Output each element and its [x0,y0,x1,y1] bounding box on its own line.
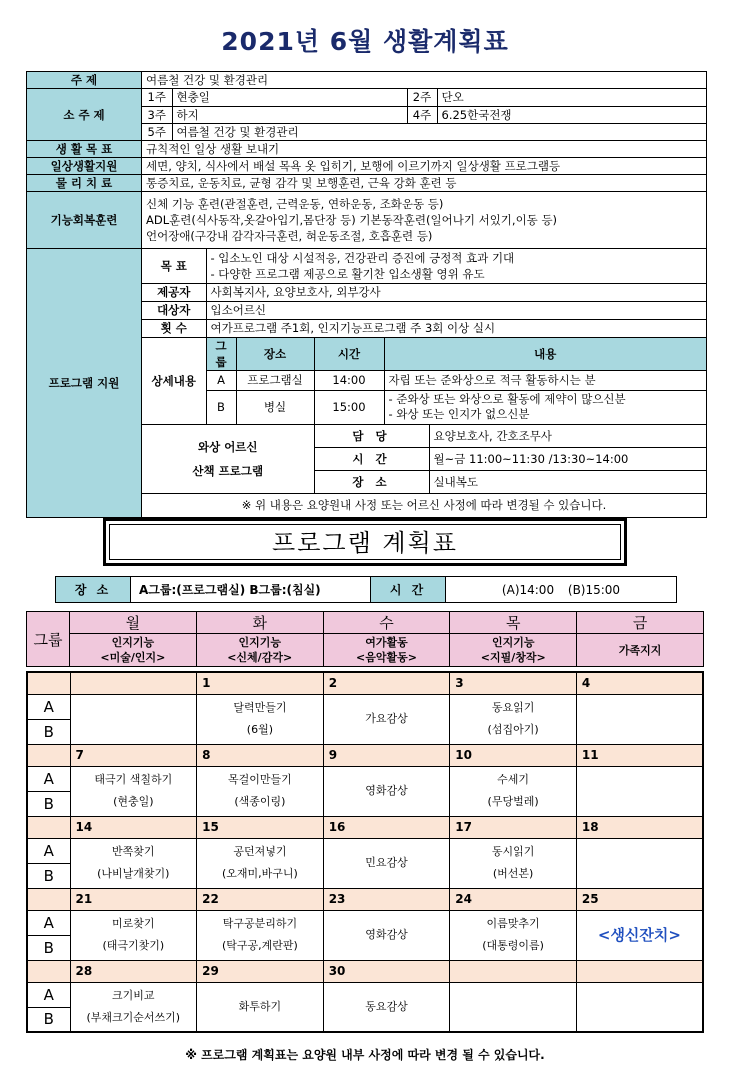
calendar-date-row [27,816,703,838]
calendar-date: 22 [197,888,324,910]
walk-row-value: 요양보호사, 간호조무사 [429,424,706,447]
calendar-date [450,960,577,982]
daily-label: 일상생활지원 [27,158,142,175]
place-value: A그룹:(프로그램실) B그룹:(침실) [131,577,371,603]
group-a-label: A [27,766,70,791]
activity-detail: (부채크기순서쓰기) [86,1010,181,1024]
activity-detail: (버선본) [492,867,534,880]
subtheme-text: 단오 [437,89,706,106]
activity-name: 탁구공분리하기 [222,917,298,930]
activity-name: 가요감상 [365,712,408,725]
calendar-date: 7 [70,744,197,766]
activity-name: 민요감상 [365,856,408,869]
calendar-date: 25 [576,888,703,910]
walk-row-value: 실내복도 [429,470,706,493]
activity-name: 동요읽기 [491,701,535,714]
activity-name: 동요감상 [365,999,408,1013]
activity-name: <생신잔치> [597,926,681,944]
activity-name: 반쪽찾기 [112,845,155,858]
calendar-activity [323,910,450,960]
activity-detail: (오재미,바구니) [221,867,298,880]
program-goal-label: 목 표 [142,249,206,283]
calendar-date: 29 [197,960,324,982]
walk-row-label: 장 소 [314,470,429,493]
rehab-line: 신체 기능 훈련(관절훈련, 근력운동, 연하운동, 조화운동 등) [146,197,444,211]
calendar-activity [450,910,577,960]
calendar-activity [576,982,703,1032]
calendar-date [70,672,197,694]
group-b-label: B [27,863,70,888]
weekday-label: 월 [70,612,197,634]
subtheme-label: 소 주 제 [27,89,142,141]
subtheme-text: 하지 [172,106,407,123]
activity-name: 이름맞추기 [486,917,540,930]
theme-label: 주 제 [27,72,142,89]
activity-detail: (태극기찾기) [102,939,165,952]
calendar-date: 8 [197,744,324,766]
place-bar [55,576,677,603]
activity-name: 목걸이만들기 [228,773,292,786]
detail-header: 시간 [314,337,384,370]
calendar-date-row [27,960,703,982]
program-title-box [103,518,627,566]
group-b-label: B [27,935,70,960]
detail-place: 병실 [236,390,314,424]
place-label: 장 소 [56,577,131,603]
group-label: 그룹 [27,612,70,667]
calendar-date: 3 [450,672,577,694]
detail-header: 내용 [384,337,706,370]
group-b-label: B [27,1007,70,1032]
calendar-corner [27,888,70,910]
calendar-activity [323,982,450,1032]
calendar-activity [70,694,197,744]
activity-name: 크기비교 [112,988,155,1002]
target-value: 입소어르신 [206,301,706,319]
weekday-header [26,611,704,667]
calendar-date-row [27,744,703,766]
activity-name: 영화감상 [365,928,408,941]
calendar-date: 17 [450,816,577,838]
calendar-date: 24 [450,888,577,910]
calendar-date: 30 [323,960,450,982]
category-sub: <지필/창작> [480,651,546,664]
time-value: (A)14:00 (B)15:00 [446,577,677,603]
detail-content: - 와상 또는 인지가 없으신분 [388,407,530,421]
time-label: 시 간 [371,577,446,603]
calendar-date: 2 [323,672,450,694]
subtheme-week: 3주 [142,106,172,123]
calendar-activity [70,982,197,1032]
calendar-date: 1 [197,672,324,694]
category-name: 가족지지 [618,643,662,657]
group-a-label: A [27,910,70,935]
calendar-date: 21 [70,888,197,910]
walk-row-label: 담 당 [314,424,429,447]
activity-detail: (대통령이름) [482,939,544,952]
info-table [26,71,707,518]
activity-name: 동시읽기 [491,845,535,858]
calendar-date: 14 [70,816,197,838]
weekday-label: 금 [577,612,704,634]
detail-place: 프로그램실 [236,370,314,390]
weekday-label: 수 [323,612,450,634]
rehab-label: 기능회복훈련 [27,192,142,249]
goal-label: 생 활 목 표 [27,141,142,158]
calendar-activity [323,766,450,816]
group-b-label: B [27,791,70,816]
walk-label: 산책 프로그램 [192,463,264,478]
theme-value: 여름철 건강 및 환경관리 [142,72,707,89]
calendar-date: 18 [576,816,703,838]
subtheme-text: 현충일 [172,89,407,106]
detail-group: B [206,390,236,424]
count-value: 여가프로그램 주1회, 인지기능프로그램 주 3회 이상 실시 [206,319,706,337]
target-label: 대상자 [142,301,206,319]
category-sub: <신체/감각> [227,651,293,664]
calendar-activity [323,694,450,744]
activity-detail: (탁구공,계란판) [221,939,298,952]
subtheme-table [142,89,706,140]
page-title: 2021년 6월 생활계획표 [221,27,509,56]
program-note: ※ 위 내용은 요양원내 사정 또는 어르신 사정에 따라 변경될 수 있습니다. [241,498,607,513]
weekday-label: 화 [196,612,323,634]
calendar-date: 23 [323,888,450,910]
calendar-date: 10 [450,744,577,766]
calendar-activity [576,766,703,816]
activity-name: 미로찾기 [112,917,155,930]
detail-time: 15:00 [314,390,384,424]
group-a-label: A [27,838,70,863]
detail-header: 장소 [236,337,314,370]
program-label: 프로그램 지원 [27,249,142,518]
calendar-activity [450,838,577,888]
rehab-line: ADL훈련(식사동작,옷갈아입기,몸단장 등) 기본동작훈련(일어나기 서있기,이동 등) [146,213,558,227]
activity-name: 태극기 색칠하기 [94,773,173,786]
calendar-activity [197,910,324,960]
detail-group: A [206,370,236,390]
calendar-date-row [27,888,703,910]
activity-detail: (무당벌레) [487,795,539,808]
calendar-activity [70,910,197,960]
calendar-date: 4 [576,672,703,694]
category-name: 인지기능 [238,636,281,649]
subtheme-text: 여름철 건강 및 환경관리 [176,124,299,139]
detail-content: 자립 또는 준와상으로 적극 활동하시는 분 [384,370,706,390]
physio-value: 통증치료, 운동치료, 균형 감각 및 보행훈련, 근육 강화 훈련 등 [142,175,707,192]
category-name: 여가활동 [365,636,408,649]
program-table [142,249,706,517]
program-goal-line: - 입소노인 대상 시설적응, 건강관리 증진에 긍정적 효과 기대 [210,250,515,265]
calendar-corner [27,816,70,838]
activity-detail: (현충일) [113,795,154,808]
calendar-activity [576,694,703,744]
calendar-date [576,960,703,982]
walk-label: 와상 어르신 [197,439,258,454]
footer-note: ※ 프로그램 계획표는 요양원 내부 사정에 따라 변경 될 수 있습니다. [185,1048,545,1062]
calendar-date: 28 [70,960,197,982]
activity-name: 화투하기 [238,999,282,1013]
detail-label: 상세내용 [142,337,206,424]
category-sub: <미술/인지> [100,651,166,664]
activity-name: 영화감상 [365,784,408,797]
calendar-date: 15 [197,816,324,838]
calendar-table [26,671,704,1033]
subtheme-week: 5주 [142,123,172,140]
activity-name: 달력만들기 [233,701,287,714]
category-name: 인지기능 [492,636,535,649]
calendar-activity [450,982,577,1032]
daily-value: 세면, 양치, 식사에서 배설 목욕 옷 입히기, 보행에 이르기까지 일상생활 프로그램등 [142,158,707,175]
group-a-label: A [27,694,70,719]
activity-detail: (섬집아기) [487,723,539,736]
calendar-activity [70,766,197,816]
calendar-activity [197,694,324,744]
group-a-label: A [27,982,70,1007]
calendar-date: 9 [323,744,450,766]
activity-detail: (색종이링) [234,795,286,808]
activity-name: 공던져넣기 [233,845,287,858]
count-label: 횟 수 [142,319,206,337]
calendar-activity [70,838,197,888]
subtheme-text: 6.25한국전쟁 [437,106,706,123]
calendar-corner [27,960,70,982]
activity-detail: (나비날개찾기) [97,867,170,880]
walk-row-label: 시 간 [314,447,429,470]
subtheme-week: 1주 [142,89,172,106]
provider-value: 사회복지사, 요양보호사, 외부강사 [206,283,706,301]
calendar-activity [576,838,703,888]
detail-time: 14:00 [314,370,384,390]
calendar-corner [27,672,70,694]
detail-header: 그룹 [206,337,236,370]
group-b-label: B [27,719,70,744]
calendar-activity [197,838,324,888]
subtheme-week: 2주 [407,89,437,106]
calendar-activity [197,766,324,816]
calendar-activity [450,766,577,816]
calendar-date: 11 [576,744,703,766]
calendar-date: 16 [323,816,450,838]
calendar-activity [197,982,324,1032]
activity-name: 수세기 [497,773,530,786]
subtheme-week: 4주 [407,106,437,123]
detail-content: - 준와상 또는 와상으로 활동에 제약이 많으신분 [388,392,626,406]
provider-label: 제공자 [142,283,206,301]
program-goal-line: - 다양한 프로그램 제공으로 활기찬 입소생활 영위 유도 [210,266,485,281]
activity-detail: (6월) [246,723,273,736]
physio-label: 물 리 치 료 [27,175,142,192]
program-title: 프로그램 계획표 [109,524,621,560]
calendar-corner [27,744,70,766]
calendar-activity [450,694,577,744]
goal-value: 규칙적인 일상 생활 보내기 [142,141,707,158]
calendar-date-row [27,672,703,694]
weekday-label: 목 [450,612,577,634]
rehab-line: 언어장애(구강내 감각자극훈련, 혀운동조절, 호흡훈련 등) [146,229,433,243]
walk-row-value: 월~금 11:00~11:30 /13:30~14:00 [429,447,706,470]
calendar-activity [576,910,703,960]
category-sub: <음악활동> [356,651,417,664]
calendar-activity [323,838,450,888]
category-name: 인지기능 [111,636,155,649]
